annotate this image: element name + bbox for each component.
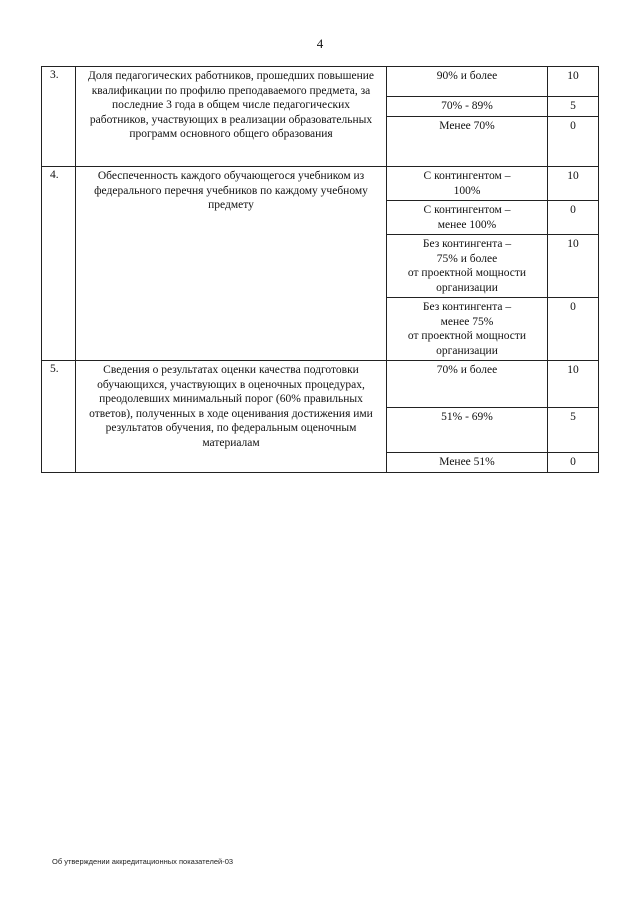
page-number: 4 [316,36,324,51]
score-cell: 5 [548,408,599,453]
condition-cell: С контингентом – менее 100% [387,201,548,235]
score-cell: 0 [548,201,599,235]
criteria-table [41,66,599,473]
condition-cell: 70% и более [387,361,548,408]
condition-cell: С контингентом – 100% [387,167,548,201]
condition-cell: Менее 51% [387,453,548,473]
condition-cell: Без контингента – 75% и более от проектной мощности организации [387,235,548,298]
row-description: Сведения о результатах оценки качества подготовки обучающихся, участвующих в оценочных процедурах, преодолевших минимальный порог (60% правильных ответов), полученных в ходе оценивания достижения ими результатов обучения, по федеральным оценочным материалам [76,361,387,473]
row-number: 3. [42,67,76,167]
table-row [42,67,599,97]
score-cell: 10 [548,67,599,97]
condition-cell: 70% - 89% [387,97,548,117]
row-description: Обеспеченность каждого обучающегося учебником из федерального перечня учебников по каждому учебному предмету [76,167,387,361]
score-cell: 0 [548,453,599,473]
condition-cell: 51% - 69% [387,408,548,453]
row-number: 4. [42,167,76,361]
score-cell: 0 [548,117,599,167]
score-cell: 0 [548,298,599,361]
score-cell: 10 [548,167,599,201]
row-description: Доля педагогических работников, прошедших повышение квалификации по профилю преподаваемого предмета, за последние 3 года в общем числе педагогических работников, участвующих в реализации образовательных программ основного общего образования [76,67,387,167]
score-cell: 10 [548,361,599,408]
score-cell: 5 [548,97,599,117]
condition-cell: Без контингента – менее 75% от проектной мощности организации [387,298,548,361]
row-number: 5. [42,361,76,473]
table-row [42,167,599,201]
footer-document-name: Об утверждении аккредитационных показателей-03 [52,857,234,866]
score-cell: 10 [548,235,599,298]
condition-cell: Менее 70% [387,117,548,167]
table-row [42,361,599,408]
condition-cell: 90% и более [387,67,548,97]
